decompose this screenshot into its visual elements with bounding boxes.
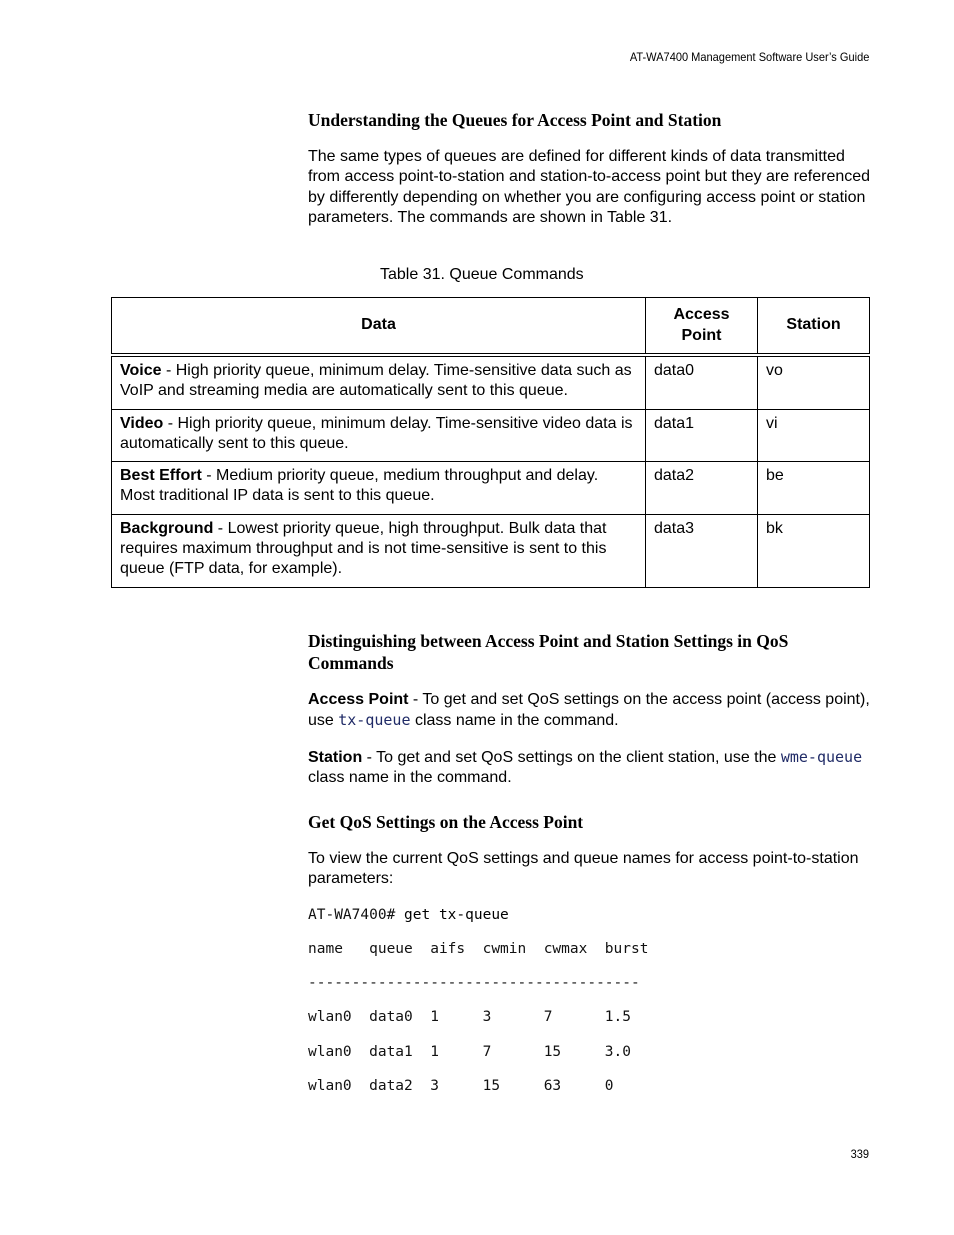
queue-desc: - Lowest priority queue, high throughput. Bulk data that requires maximum throughput and is not time-sensitive is sent to this queue (FTP data, for example). [120, 519, 607, 578]
cell-access-point: data1 [646, 409, 758, 462]
station-paragraph [308, 747, 873, 789]
cell-station: bk [758, 514, 870, 587]
header-station: Station [758, 298, 870, 356]
queue-desc: - Medium priority queue, medium throughput and delay. Most traditional IP data is sent to this queue. [120, 467, 599, 505]
cli-command: get tx-queue [404, 907, 509, 923]
page-number: 339 [850, 1147, 869, 1161]
cell-access-point: data3 [646, 514, 758, 587]
table-header-row [112, 298, 870, 356]
table-row [112, 409, 870, 462]
command-line [308, 907, 509, 923]
cell-access-point: data2 [646, 462, 758, 515]
output-row: wlan0 data1 1 7 15 3.0 [308, 1044, 632, 1060]
queue-term: Best Effort [120, 467, 202, 485]
queue-term: Background [120, 519, 214, 537]
cell-data [112, 514, 646, 587]
table-caption: Table 31. Queue Commands [380, 266, 584, 283]
wme-queue-code: wme-queue [780, 748, 863, 766]
ap-text-before: - To get and set QoS settings on the access point (access point), use [308, 691, 870, 730]
intro-paragraph-wrap [308, 147, 873, 228]
get-qos-paragraph-wrap [308, 849, 873, 890]
cell-data [112, 462, 646, 515]
queue-term: Voice [120, 362, 162, 379]
access-point-term: Access Point [308, 691, 409, 708]
cell-station: vo [758, 355, 870, 409]
queue-desc: - High priority queue, minimum delay. Time-sensitive data such as VoIP and streaming media are automatically sent to this queue. [120, 362, 632, 400]
section-understanding-queues [308, 109, 873, 131]
section-get-qos [308, 811, 873, 833]
cell-station: vi [758, 409, 870, 462]
header-data: Data [112, 298, 646, 356]
output-row: wlan0 data2 3 15 63 0 [308, 1078, 614, 1094]
queue-commands-table [111, 297, 870, 588]
cell-data [112, 355, 646, 409]
queue-term: Video [120, 414, 164, 432]
header-access-point [646, 298, 758, 356]
table-row [112, 462, 870, 515]
table-row [112, 355, 870, 409]
output-columns: name queue aifs cwmin cwmax burst [308, 941, 649, 957]
cell-data [112, 409, 646, 462]
ap-text-after: class name in the command. [410, 712, 619, 730]
station-paragraph-wrap [308, 747, 873, 789]
cell-access-point: data0 [646, 355, 758, 409]
section-distinguishing [308, 630, 873, 674]
access-point-paragraph-wrap [308, 690, 873, 732]
section-heading: Get QoS Settings on the Access Point [308, 812, 584, 832]
output-separator: -------------------------------------- [308, 975, 640, 991]
st-text-after: class name in the command. [308, 769, 512, 787]
section-heading: Understanding the Queues for Access Point and Station [308, 110, 722, 130]
output-row: wlan0 data0 1 3 7 1.5 [308, 1009, 632, 1025]
st-text-before: - To get and set QoS settings on the client station, use the [362, 749, 781, 766]
tx-queue-code: tx-queue [338, 711, 411, 730]
section-heading: Distinguishing between Access Point and Station Settings in QoS Commands [308, 631, 789, 673]
running-header: AT-WA7400 Management Software User’s Guide [629, 50, 869, 64]
intro-paragraph: The same types of queues are defined for different kinds of data transmitted from access point-to-station and station-to-access point but they are referenced by differently depending on whether you are configuring access point or station parameters. The commands are shown in Table 31. [308, 148, 871, 226]
get-qos-paragraph: To view the current QoS settings and queue names for access point-to-station parameters: [308, 850, 859, 888]
queue-desc: - High priority queue, minimum delay. Time-sensitive video data is automatically sent to this queue. [120, 414, 633, 452]
header-access-point-label: Access Point [673, 306, 730, 344]
cell-station: be [758, 462, 870, 515]
table-row [112, 514, 870, 587]
station-term: Station [308, 749, 363, 766]
cli-prompt: AT-WA7400# [308, 907, 405, 923]
access-point-paragraph [308, 690, 873, 732]
